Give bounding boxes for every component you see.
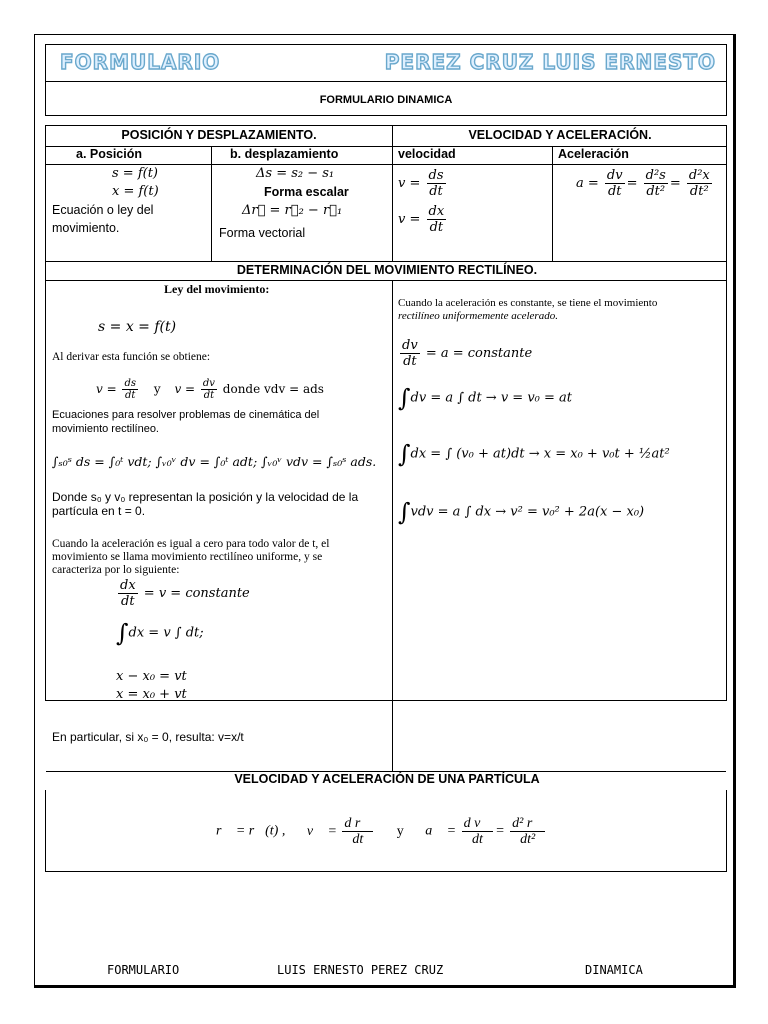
velocity-dt: dt [429,184,443,199]
displacement-scalar-eq: Δs = s₂ − s₁ [256,166,335,181]
uniform-text-3: caracteriza por lo siguiente: [52,564,180,576]
position-equation-s: s = f(t) [112,166,159,181]
col-divider [211,146,212,261]
vector-form-label: Forma vectorial [219,226,306,240]
col-divider [552,146,553,261]
acc-dt2: dt² [646,184,666,199]
uniform-eq-1: x − x₀ = vt [116,669,187,684]
uniform-constant-eq: $\frac{dx}{dt}$ = v = constante [120,578,250,609]
document-header [45,44,727,116]
accelerated-integral-3: ∫vdv = a ∫ dx → v² = v₀² + 2a(x − x₀) [398,498,645,526]
uniform-eq-2: x = x₀ + vt [116,687,187,702]
y-conjunction-2: y [396,823,404,839]
particular-case-text: En particular, si x₀ = 0, resulta: v=x/t [52,730,244,744]
col-divider [392,126,393,261]
acceleration-formula: a = $\frac{dv}{dt}$ = $\frac{\text{d²s}}{\text{dt²}}$ = $\frac{\text{d²x}}{\text{dt²}}$ [576,168,710,199]
law-of-motion-eq: s = x = f(t) [98,319,177,335]
r-of-t: r⃗ = r⃗(t) , [216,823,286,839]
dt-denominator: dt [352,832,364,847]
row-divider [46,280,726,281]
a-vector-label: a⃗ = [425,823,457,839]
velocity-dx: dx [428,204,445,219]
accelerated-intro-2: rectilíneo uniformemente acelerado. [398,310,558,322]
acc-d2x: d²x [688,168,710,183]
acc-d2s: d²s [645,168,666,183]
accelerated-constant-rhs: = a = constante [425,346,533,361]
header-divider [46,81,726,82]
acceleration-a-label: a = [576,176,599,191]
vdv-ads: donde vdv = ads [222,382,324,396]
accelerated-integral-3-text: vdv = a ∫ dx → v² = v₀² + 2a(x − x₀) [410,504,645,520]
accelerated-integral-2-text: dx = ∫ (v₀ + at)dt → x = x₀ + v₀t + ½at² [410,446,670,462]
acc-dt: dt [607,184,622,199]
formula-table [45,125,727,786]
col-velocity-header: velocidad [398,147,456,161]
dt2-denominator: dt² [520,832,536,847]
derive-text: Al derivar esta función se obtiene: [52,351,211,363]
accelerated-integral-1-text: dv = a ∫ dt → v = v₀ = at [410,390,573,406]
col-position-header: a. Posición [76,147,142,161]
acc-dv: dv [606,168,623,183]
velocity-formula-dx [398,204,448,235]
rectilinear-section-title: DETERMINACIÓN DEL MOVIMIENTO RECTILÍNEO. [236,263,538,277]
velocity-formula-ds [398,168,448,199]
d2r-numerator: d² r⃗ [512,816,544,831]
document-page [34,34,736,988]
uniform-integral-eq: ∫dx = v ∫ dt; [116,619,204,647]
footer-right: DINAMICA [585,963,643,977]
document-subtitle: FORMULARIO DINAMICA [319,94,453,106]
position-vector-eq: r⃗ = r⃗(t) , v⃗ = $\frac{\text{d r⃗}}{dt}$ y a⃗ = $\frac{\text{d v⃗}}{dt}$ = $\frac{\text{d² r⃗}}{\text{dt²}}$ [216,816,544,847]
acc-dt2-2: dt² [689,184,709,199]
position-equation-x: x = f(t) [112,184,159,199]
accelerated-intro-1: Cuando la aceleración es constante, se tiene el movimiento [398,297,658,309]
particle-formula-box [45,790,727,872]
particle-section-title: VELOCIDAD Y ACELERACIÓN DE UNA PARTÍCULA [234,772,540,786]
kinematics-integrals: ∫ₛ₀ˢ ds = ∫₀ᵗ vdt; ∫ᵥ₀ᵛ dv = ∫₀ᵗ adt; ∫ᵥ₀ᵛ vdv = ∫ₛ₀ˢ ads. [52,454,377,469]
uniform-integral-rhs: dx = v ∫ dt; [128,625,204,641]
velocity-derivative-eq: v = $\frac{ds}{dt}$ y v = $\frac{dv}{dt}$ donde vdv = ads [96,378,324,401]
v-vector-label: v⃗ = [306,823,337,839]
where-text-1: Donde s₀ y v₀ representan la posición y la velocidad de la [52,490,359,504]
velocity-ds: ds [428,168,444,183]
accelerated-integral-1: ∫dv = a ∫ dt → v = v₀ = at [398,384,573,412]
velocity-v-label-2: v = [398,212,421,227]
dv-numerator: d v⃗ [463,816,492,831]
uniform-text-2: movimiento se llama movimiento rectilíneo uniforme, y se [52,551,323,563]
col-acceleration-header: Aceleración [558,147,629,161]
uniform-constant-rhs: = v = constante [143,586,250,601]
position-text-2: movimiento. [52,221,120,235]
velocity-section-title: VELOCIDAD Y ACELERACIÓN. [468,128,652,142]
position-text: Ecuación o ley del [52,203,154,217]
dt-denominator-2: dt [471,832,483,847]
where-text-2: partícula en t = 0. [52,504,146,518]
dr-numerator: d r⃗ [344,816,372,831]
header-left-title: FORMULARIO [60,50,221,74]
scalar-form-label: Forma escalar [264,185,349,199]
row-divider [46,164,726,165]
row-divider [46,261,726,262]
position-section-title: POSICIÓN Y DESPLAZAMIENTO. [121,128,317,142]
equations-text-1: Ecuaciones para resolver problemas de cinemática del [52,409,320,421]
y-conjunction: y [153,382,161,396]
header-right-title: PEREZ CRUZ LUIS ERNESTO [384,50,716,74]
footer-center: LUIS ERNESTO PEREZ CRUZ [277,963,444,977]
uniform-text-1: Cuando la aceleración es igual a cero para todo valor de t, el [52,538,330,550]
accelerated-integral-2: ∫dx = ∫ (v₀ + at)dt → x = x₀ + v₀t + ½at² [398,440,670,468]
col-displacement-header: b. desplazamiento [230,147,339,161]
col-divider [392,280,393,771]
law-of-motion-heading: Ley del movimiento: [164,282,270,296]
accelerated-constant-eq: $\frac{dv}{dt}$ = a = constante [402,338,533,369]
velocity-v-label: v = [398,176,421,191]
footer-left: FORMULARIO [107,963,180,977]
equations-text-2: movimiento rectilíneo. [52,423,159,435]
displacement-vector-eq: Δr⃗ = r⃗₂ − r⃗₁ [242,203,343,218]
velocity-dt-2: dt [429,220,444,235]
